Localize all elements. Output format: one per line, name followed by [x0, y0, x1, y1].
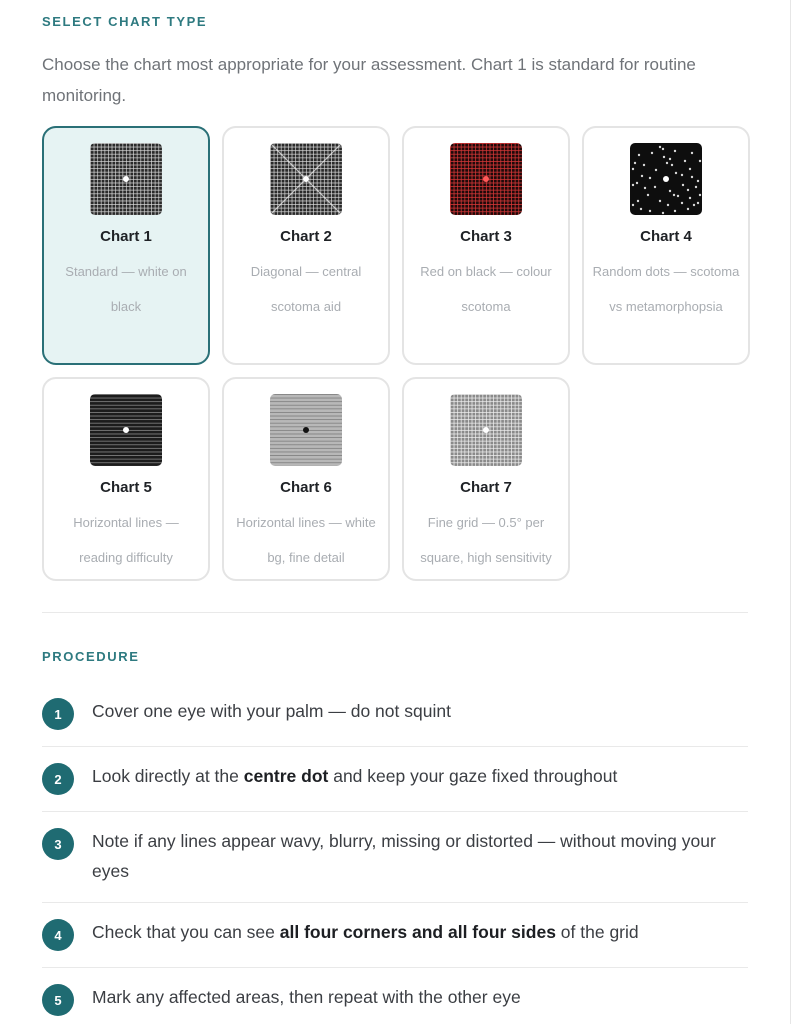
fixation-dot-icon — [663, 176, 669, 182]
chart-thumbnail-fine-grid — [450, 394, 522, 466]
fixation-dot-icon — [123, 427, 129, 433]
step-number-badge: 5 — [42, 984, 74, 1016]
procedure-steps — [42, 682, 748, 1032]
procedure-step — [42, 812, 748, 903]
intro-text: Choose the chart most appropriate for your assessment. Chart 1 is standard for routine monitoring. — [42, 55, 696, 105]
chart-description: Random dots — scotoma vs metamorphopsia — [592, 264, 740, 314]
chart-grid — [42, 126, 750, 581]
step-text: Look directly at the centre dot and keep your gaze fixed throughout — [92, 766, 618, 786]
step-number-badge: 4 — [42, 919, 74, 951]
chart-description: Fine grid — 0.5° per square, high sensitivity — [420, 515, 552, 565]
chart-thumbnail-horizontal-lines-light — [270, 394, 342, 466]
chart-title: Chart 1 — [100, 228, 152, 245]
chart-thumbnail-red-grid — [450, 143, 522, 215]
procedure-step — [42, 747, 748, 812]
procedure-step — [42, 968, 748, 1032]
fixation-dot-icon — [483, 176, 489, 182]
chart-title: Chart 7 — [460, 479, 512, 496]
chart-thumbnail-random-dots — [630, 143, 702, 215]
step-text: Cover one eye with your palm — do not squint — [92, 701, 451, 721]
chart-card-4[interactable] — [582, 126, 750, 365]
procedure-step — [42, 903, 748, 968]
procedure-step — [42, 682, 748, 747]
fixation-dot-icon — [303, 427, 309, 433]
chart-description: Red on black — colour scotoma — [420, 264, 552, 314]
chart-title: Chart 3 — [460, 228, 512, 245]
chart-title: Chart 6 — [280, 479, 332, 496]
chart-thumbnail-horizontal-lines-dark — [90, 394, 162, 466]
step-text: Check that you can see all four corners and all four sides of the grid — [92, 922, 639, 942]
chart-thumbnail-diagonal-grid — [270, 143, 342, 215]
chart-card-5[interactable] — [42, 377, 210, 581]
chart-card-1[interactable] — [42, 126, 210, 365]
step-number-badge: 3 — [42, 828, 74, 860]
chart-description: Horizontal lines — reading difficulty — [73, 515, 179, 565]
chart-card-2[interactable] — [222, 126, 390, 365]
chart-description: Diagonal — central scotoma aid — [250, 264, 362, 314]
chart-card-6[interactable] — [222, 377, 390, 581]
fixation-dot-icon — [123, 176, 129, 182]
section-divider — [42, 612, 748, 613]
chart-title: Chart 4 — [640, 228, 692, 245]
section-label-procedure: PROCEDURE — [42, 649, 140, 664]
chart-thumbnail-white-grid — [90, 143, 162, 215]
step-text: Note if any lines appear wavy, blurry, missing or distorted — without moving your eyes — [92, 831, 716, 881]
step-number-badge: 2 — [42, 763, 74, 795]
page-edge-rule — [790, 0, 791, 1024]
fixation-dot-icon — [303, 176, 309, 182]
chart-description: Standard — white on black — [65, 264, 187, 314]
section-label-select-chart: SELECT CHART TYPE — [42, 14, 208, 29]
chart-title: Chart 5 — [100, 479, 152, 496]
step-number-badge: 1 — [42, 698, 74, 730]
step-text: Mark any affected areas, then repeat with the other eye — [92, 987, 521, 1007]
chart-card-7[interactable] — [402, 377, 570, 581]
chart-description: Horizontal lines — white bg, fine detail — [236, 515, 376, 565]
chart-title: Chart 2 — [280, 228, 332, 245]
chart-card-3[interactable] — [402, 126, 570, 365]
fixation-dot-icon — [483, 427, 489, 433]
